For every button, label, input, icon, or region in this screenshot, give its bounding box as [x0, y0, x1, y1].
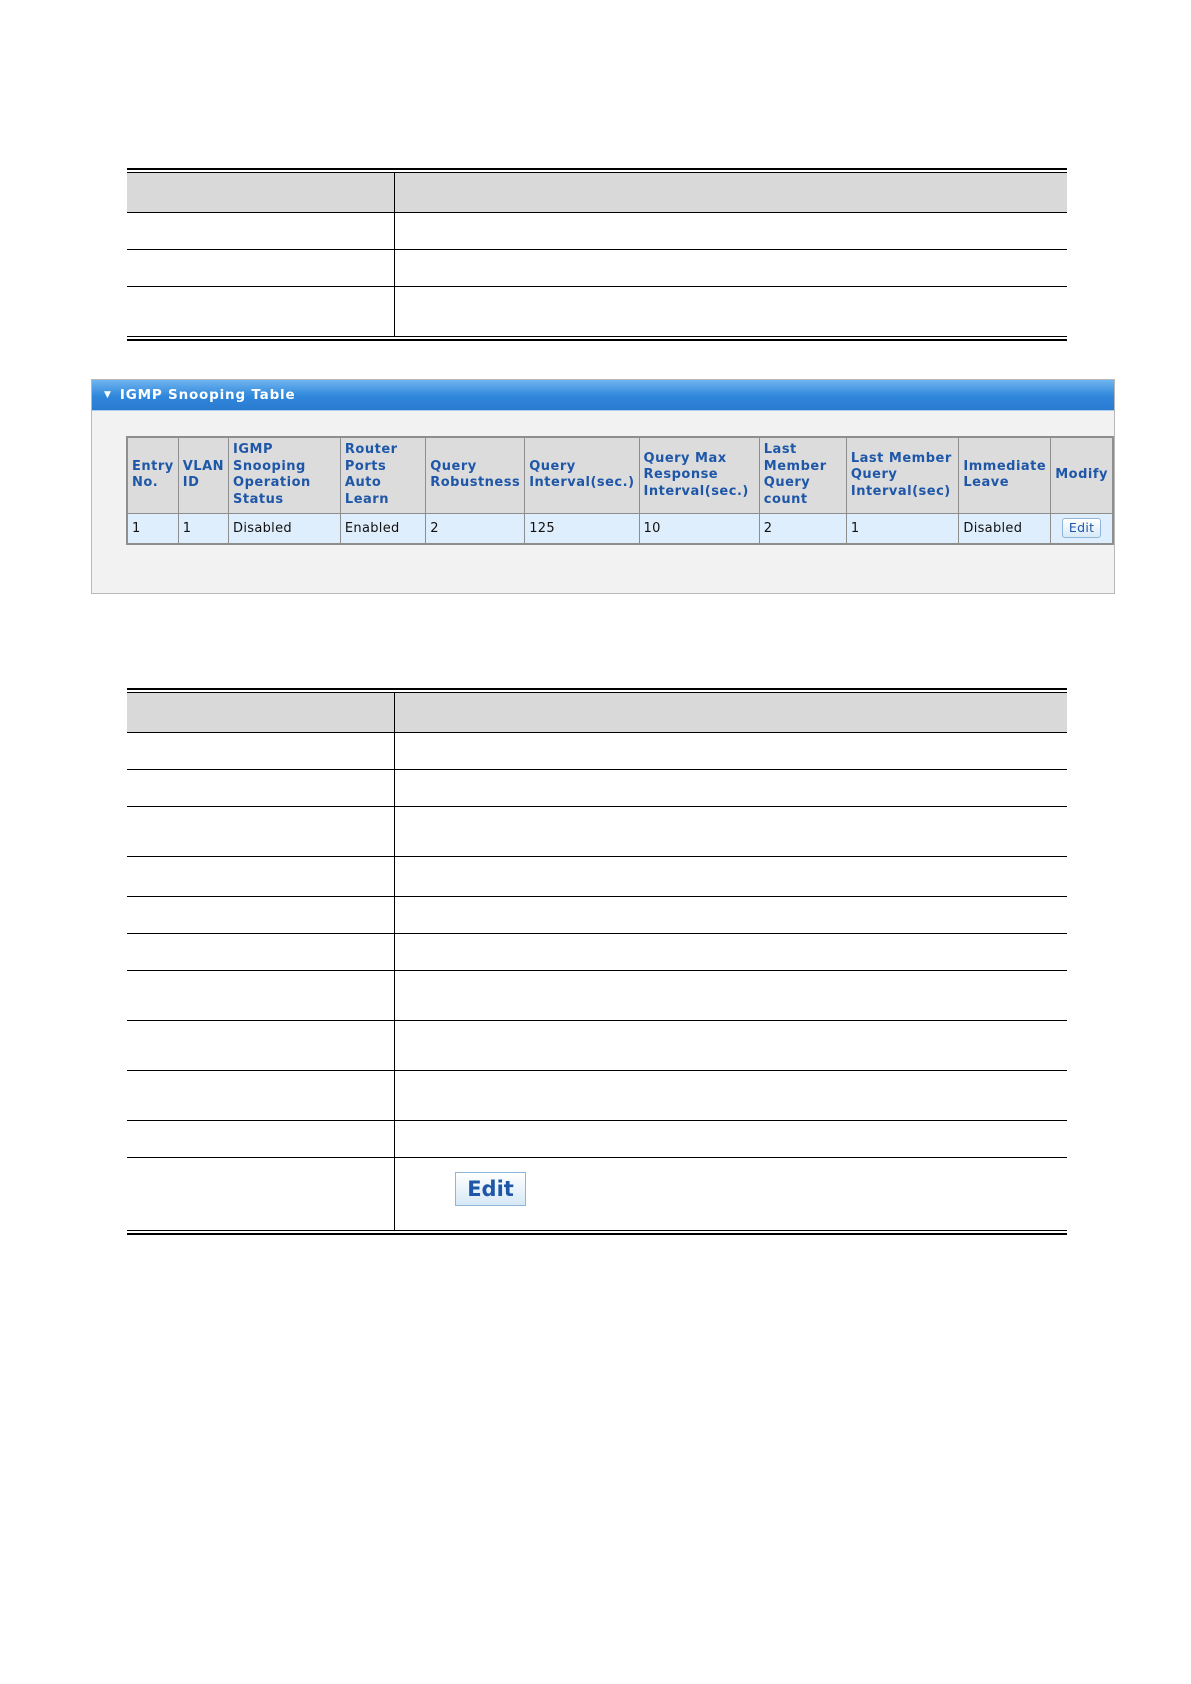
column-header-query-max-response-interval: Query Max Response Interval(sec.): [639, 437, 759, 513]
cell-query-interval: 125: [525, 513, 639, 544]
cell-operation-status: Disabled: [229, 513, 341, 544]
column-header-last-member-query-count: Last Member Query count: [759, 437, 846, 513]
table-cell: [127, 287, 395, 336]
table-row: [127, 250, 1067, 287]
cell-query-max-response-interval: 10: [639, 513, 759, 544]
table-row: [127, 807, 1067, 857]
table-cell: [127, 1021, 395, 1070]
table-cell: [395, 971, 1067, 1020]
igmp-snooping-table: [126, 436, 1114, 545]
column-header-modify: Modify: [1051, 437, 1113, 513]
table-row: [127, 733, 1067, 770]
panel-title: IGMP Snooping Table: [119, 387, 296, 403]
table-cell: [127, 1158, 395, 1230]
column-header-vlan-id: VLAN ID: [178, 437, 228, 513]
panel-header[interactable]: [92, 380, 1114, 411]
header-cell-description: [395, 693, 1067, 732]
table-row: [127, 1071, 1067, 1121]
table-bottom-rule-outer: [127, 1233, 1067, 1235]
table-cell: [127, 934, 395, 970]
table-cell: [395, 807, 1067, 856]
table-cell: [127, 213, 395, 249]
table-cell: [395, 1121, 1067, 1157]
table-cell: [127, 733, 395, 769]
cell-entry-no: 1: [127, 513, 178, 544]
header-cell-description: [395, 173, 1067, 212]
table-row: [127, 513, 1113, 544]
table-row: [127, 770, 1067, 807]
column-header-query-robustness: Query Robustness: [426, 437, 525, 513]
table-header-row: [127, 173, 1067, 213]
header-cell-object: [127, 173, 395, 212]
table-cell: [127, 807, 395, 856]
column-header-operation-status: IGMP Snooping Operation Status: [229, 437, 341, 513]
table-cell: [395, 250, 1067, 286]
cell-last-member-query-interval: 1: [846, 513, 959, 544]
description-table-1: [127, 168, 1067, 341]
table-row: [127, 1121, 1067, 1158]
table-row: [127, 213, 1067, 250]
edit-button-illustration[interactable]: Edit: [455, 1172, 526, 1206]
column-header-immediate-leave: Immediate Leave: [959, 437, 1051, 513]
table-cell: [127, 1071, 395, 1120]
collapse-arrow-icon[interactable]: ▼: [104, 390, 111, 400]
table-cell: [127, 250, 395, 286]
table-cell: [395, 287, 1067, 336]
table-row: [127, 897, 1067, 934]
table-cell: [395, 733, 1067, 769]
table-header-row: [127, 437, 1113, 513]
cell-query-robustness: 2: [426, 513, 525, 544]
table-cell: [127, 1121, 395, 1157]
table-cell: [395, 897, 1067, 933]
table-cell: [395, 857, 1067, 896]
table-cell: [395, 770, 1067, 806]
cell-last-member-query-count: 2: [759, 513, 846, 544]
cell-router-ports-auto-learn: Enabled: [340, 513, 425, 544]
table-cell: [395, 934, 1067, 970]
column-header-router-ports-auto-learn: Router Ports Auto Learn: [340, 437, 425, 513]
table-header-row: [127, 693, 1067, 733]
table-cell: [127, 897, 395, 933]
cell-vlan-id: 1: [178, 513, 228, 544]
table-cell: [395, 1071, 1067, 1120]
table-cell: [395, 213, 1067, 249]
table-cell: [127, 857, 395, 896]
table-bottom-rule-outer: [127, 339, 1067, 341]
table-row: [127, 971, 1067, 1021]
table-row: [127, 1021, 1067, 1071]
header-cell-object: [127, 693, 395, 732]
table-cell: [127, 770, 395, 806]
table-row: [127, 1158, 1067, 1230]
igmp-snooping-panel: [91, 379, 1115, 594]
description-table-2: [127, 688, 1067, 1235]
table-cell: [395, 1021, 1067, 1070]
column-header-last-member-query-interval: Last Member Query Interval(sec): [846, 437, 959, 513]
table-row: [127, 287, 1067, 336]
table-cell: [127, 971, 395, 1020]
cell-modify: [1051, 513, 1113, 544]
column-header-entry-no: Entry No.: [127, 437, 178, 513]
cell-immediate-leave: Disabled: [959, 513, 1051, 544]
table-row: [127, 857, 1067, 897]
edit-button[interactable]: Edit: [1062, 518, 1101, 538]
table-row: [127, 934, 1067, 971]
column-header-query-interval: Query Interval(sec.): [525, 437, 639, 513]
